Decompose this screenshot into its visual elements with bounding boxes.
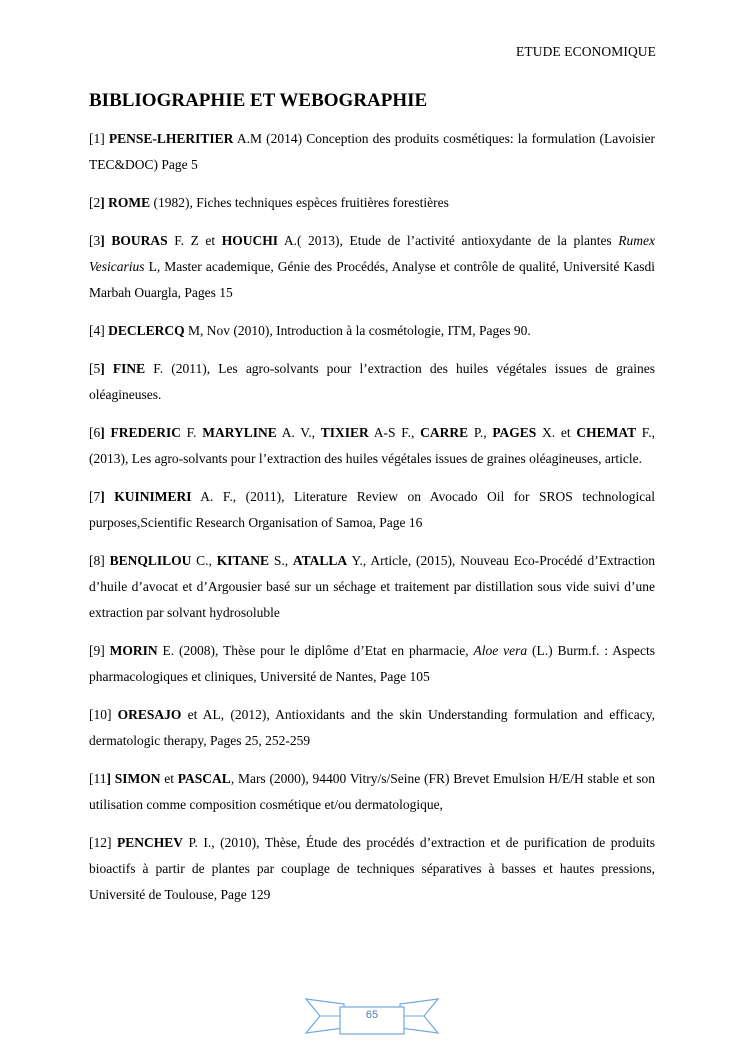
reference-text: C., — [191, 553, 217, 568]
reference-author: PAGES — [492, 425, 537, 440]
reference-text: [9] — [89, 643, 110, 658]
reference-author: PASCAL — [177, 771, 231, 786]
reference-author: ] FREDERIC — [100, 425, 181, 440]
reference-entry — [89, 766, 655, 818]
reference-text: [2 — [89, 195, 101, 210]
reference-author: BOURAS — [111, 233, 168, 248]
reference-author: PENSE-LHERITIER — [108, 131, 234, 146]
reference-text: [12] — [89, 835, 117, 850]
reference-author: ROME — [108, 195, 151, 210]
reference-author: HOUCHI — [221, 233, 279, 248]
reference-entry — [89, 228, 655, 306]
reference-author: CARRE — [420, 425, 469, 440]
reference-text: A.M (2014) Conception des produits cosmétiques: la formulation (Lavoisier TEC&DOC) Page 5 — [89, 131, 655, 172]
reference-text: [7 — [89, 489, 101, 504]
reference-text: E. (2008), Thèse pour le diplôme d’Etat en pharmacie, — [157, 643, 474, 658]
reference-author: DECLERCQ — [108, 323, 185, 338]
reference-text: Y., Article, (2015), Nouveau Eco-Procédé d’Extraction d’huile d’avocat et d’Argousier basé sur un séchage et traitement par distillation sous vide suivi d’une extraction par solvant hydrosoluble — [89, 553, 656, 620]
reference-text: S., — [269, 553, 293, 568]
reference-entry — [89, 356, 655, 408]
reference-author: KITANE — [216, 553, 270, 568]
reference-author: MORIN — [109, 643, 158, 658]
reference-author: ] KUINIMERI — [100, 489, 192, 504]
reference-entry — [89, 484, 655, 536]
page-number-ribbon — [304, 996, 440, 1036]
reference-author: TIXIER — [320, 425, 369, 440]
section-title: BIBLIOGRAPHIE ET WEBOGRAPHIE — [89, 90, 428, 111]
reference-text: [1] — [89, 131, 109, 146]
reference-species: Rumex Vesicarius — [89, 233, 656, 274]
reference-text: (1982), Fiches techniques espèces fruitières forestières — [150, 195, 449, 210]
reference-entry — [89, 318, 655, 344]
reference-author: SIMON — [114, 771, 161, 786]
reference-author: ] — [100, 195, 105, 210]
reference-text: (L.) Burm.f. : Aspects pharmacologiques et cliniques, Université de Nantes, Page 105 — [89, 643, 655, 684]
reference-text: L, Master academique, Génie des Procédés, Analyse et contrôle de qualité, Université Kasdi Marbah Ouargla, Pages 15 — [89, 259, 655, 300]
reference-text: A.( 2013), Etude de l’activité antioxydante de la plantes — [278, 233, 619, 248]
reference-entry — [89, 638, 655, 690]
reference-text: F. (2011), Les agro-solvants pour l’extraction des huiles végétales issues de graines oléagineuses. — [89, 361, 656, 402]
reference-entry — [89, 126, 655, 178]
reference-author: CHEMAT — [576, 425, 637, 440]
reference-text: P. I., (2010), Thèse, Étude des procédés d’extraction et de purification de produits bioactifs à partir de plantes par couplage de techniques séparatives à basses et hautes pressions, Université de Toulouse, Page 129 — [89, 835, 655, 902]
reference-text: [4] — [89, 323, 109, 338]
reference-author: ] FINE — [100, 361, 146, 376]
reference-text: A. F., (2011), Literature Review on Avocado Oil for SROS technological purposes,Scientific Research Organisation of Samoa, Page 16 — [89, 489, 655, 530]
reference-text: M, Nov (2010), Introduction à la cosmétologie, ITM, Pages 90. — [184, 323, 531, 338]
reference-text: F. — [180, 425, 203, 440]
reference-species: Aloe vera — [473, 643, 528, 658]
reference-text: P., — [468, 425, 493, 440]
reference-author: BENQLILOU — [109, 553, 192, 568]
reference-entry — [89, 702, 655, 754]
reference-text: X. et — [536, 425, 577, 440]
reference-list — [89, 126, 655, 920]
reference-text: A. V., — [276, 425, 321, 440]
reference-entry — [89, 548, 655, 626]
reference-entry — [89, 190, 655, 216]
reference-entry — [89, 830, 655, 908]
running-header: ETUDE ECONOMIQUE — [516, 44, 656, 59]
reference-text: A-S F., — [368, 425, 421, 440]
reference-author: ATALLA — [292, 553, 348, 568]
reference-author: PENCHEV — [117, 835, 184, 850]
reference-text: et — [160, 771, 178, 786]
reference-text: [3 — [89, 233, 101, 248]
reference-text: [8] — [89, 553, 110, 568]
reference-author: ORESAJO — [117, 707, 182, 722]
reference-text: [6 — [89, 425, 101, 440]
reference-author: MARYLINE — [202, 425, 277, 440]
reference-text: [10] — [89, 707, 118, 722]
reference-author: ] — [106, 771, 111, 786]
reference-entry — [89, 420, 655, 472]
reference-text: F. Z et — [167, 233, 222, 248]
reference-text: [5 — [89, 361, 101, 376]
reference-text: , Mars (2000), 94400 Vitry/s/Seine (FR) Brevet Emulsion H/E/H stable et son utilisation comme composition cosmétique et/ou dermatologique, — [89, 771, 656, 812]
page-number: 65 — [365, 1009, 379, 1021]
reference-text: [11 — [89, 771, 107, 786]
reference-text: F., (2013), Les agro-solvants pour l’extraction des huiles végétales issues de graines oléagineuses, article. — [89, 425, 655, 466]
reference-author: ] — [100, 233, 105, 248]
reference-text: et AL, (2012), Antioxidants and the skin Understanding formulation and efficacy, dermatologic therapy, Pages 25, 252-259 — [89, 707, 655, 748]
